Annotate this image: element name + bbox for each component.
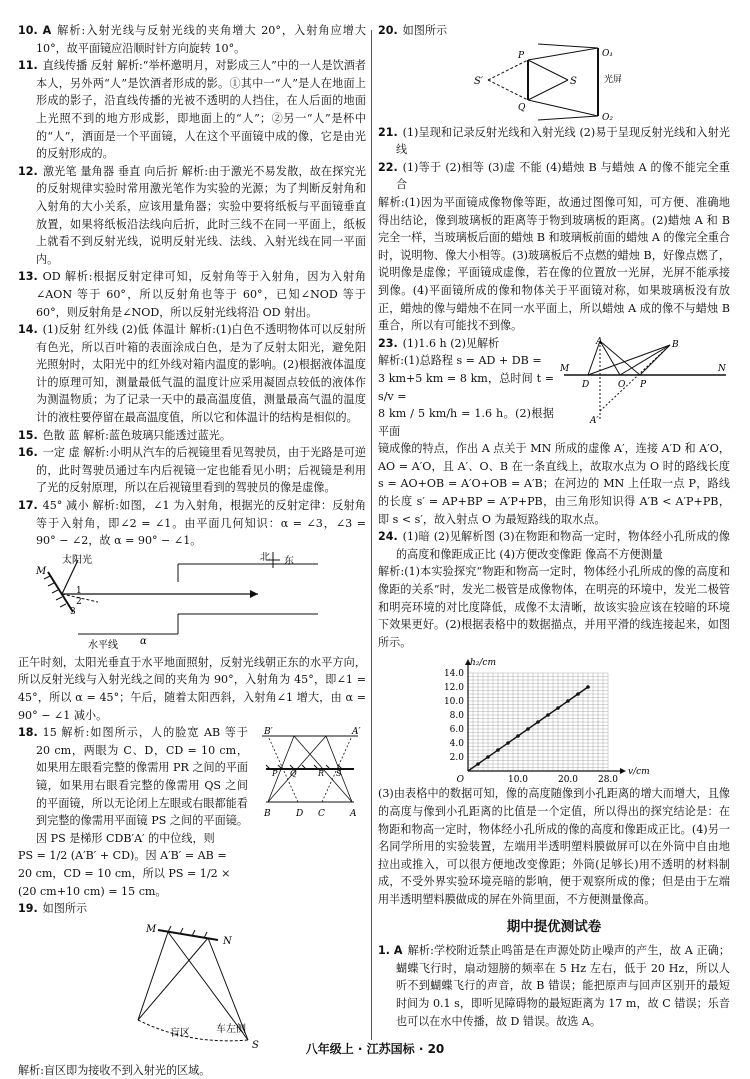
y-tick-label: 6.0 bbox=[449, 725, 464, 736]
page-footer: 八年级上 · 江苏国标 · 20 bbox=[305, 1042, 445, 1056]
data-point bbox=[556, 707, 560, 711]
q24-text: (1)暗 (2)见解析图 (3)在物距和物高一定时，物体经小孔所成的像的高度和像距成正比 (4)方便改变像距 像高不方便测量 bbox=[396, 530, 730, 561]
q18-equation-1: PS = 1/2 (A′B′ + CD)。因 A′B′ = AB = bbox=[18, 849, 227, 863]
q14-number: 14. bbox=[18, 323, 38, 337]
q11-text: 直线传播 反射 解析:“举杯邀明月，对影成三人”中的一人是饮酒者本人，另外两“人”是饮酒者形成的影。①其中一“人”是人在地面上形成的影子，沿直线传播的光被不透明的人挡住，在人后面的地面上光照不到的地方形成影，即地面上的“人”；②另一“人”是杯中的“人”，酒面是一个平面镜，人在这个平面镜中成的像，它是由光的反射形成的。 bbox=[36, 59, 366, 161]
y-tick-label: 4.0 bbox=[449, 739, 464, 750]
data-point bbox=[506, 742, 510, 746]
q13-number: 13. bbox=[18, 270, 38, 284]
q17-continued: 正午时刻，太阳光垂直于水平地面照射，反射光线朝正东的水平方向，所以反射光线与入射光线之间的夹角为 90°，入射角为 45°，即∠1 = 45°，所以 α = 45°；午后，随着太阳西斜，入射角∠1 增大，由 α = 90° − ∠1 减小。 bbox=[18, 655, 366, 722]
fig17-horizon-label: 水平线 bbox=[88, 639, 118, 651]
q17-text: 45° 减小 解析:如图，∠1 为入射角，根据光的反射定律：反射角等于入射角，即∠2 = ∠1。由平面几何知识：α = ∠3，∠3 = 90° − ∠2，故 α = 90° − ∠1。 bbox=[36, 499, 366, 548]
y-tick-label: 12.0 bbox=[443, 683, 464, 694]
q12-text: 激光笔 量角器 垂直 向后折 解析:由于激光不易发散，故在探究光的反射规律实验时常用激光笔作为实验的光源；为了判断反射角和入射角的大小关系，应该用量角器；实验中要将纸板与平面镜垂直放置，如果将纸板沿法线向后折，此时三线不在同一平面上，纸板上就看不到反射光线，说明反射光线、法线、入射光线在同一平面内。 bbox=[36, 164, 366, 266]
answer-q24 bbox=[378, 528, 730, 563]
fig19-n-label: N bbox=[223, 935, 232, 947]
answer-q14 bbox=[18, 321, 366, 427]
q18-equation-3: (20 cm+10 cm) = 15 cm。 bbox=[18, 884, 167, 898]
fig23-aprime-label: A′ bbox=[590, 415, 599, 425]
q19-number: 19. bbox=[18, 902, 38, 916]
exam-section-title: 期中提优测试卷 bbox=[506, 918, 602, 935]
q18-number: 18. bbox=[18, 726, 38, 740]
svg-text:B: B bbox=[264, 809, 271, 820]
q16-number: 16. bbox=[18, 446, 38, 460]
fig20-p-label: P bbox=[518, 50, 525, 61]
answer-q20 bbox=[378, 22, 730, 40]
fig20-screen-label: 光屏 bbox=[604, 74, 623, 85]
q23-line-1: 解析:(1)总路程 s = AD + DB = bbox=[378, 354, 542, 368]
fig20-s-label: S bbox=[570, 75, 577, 87]
q13-text: OD 解析:根据反射定律可知，反射角等于入射角，因为入射角∠AON 等于 60°，所以反射角也等于 60°，已知∠NOD 等于 60°，则反射角是∠NOD，所以反射光线将沿 OD 射出。 bbox=[36, 270, 366, 319]
figure-q20-screen bbox=[378, 42, 718, 122]
q11-number: 11. bbox=[18, 59, 38, 73]
q21-number: 21. bbox=[378, 125, 398, 139]
figure-q17-sunlight-mirror bbox=[18, 552, 348, 652]
svg-text:S: S bbox=[336, 769, 342, 779]
data-point bbox=[566, 700, 570, 704]
q22-number: 22. bbox=[378, 160, 398, 174]
fig23-a-label: A bbox=[596, 336, 603, 347]
figure-q19-blind-zone bbox=[18, 920, 348, 1060]
svg-text:R: R bbox=[318, 769, 325, 779]
data-point bbox=[486, 756, 490, 760]
q17-number: 17. bbox=[18, 499, 38, 513]
q20-number: 20. bbox=[378, 24, 398, 37]
chart-image-height-vs-distance bbox=[378, 653, 730, 783]
fig17-north-label: 北 bbox=[260, 551, 270, 563]
q24-number: 24. bbox=[378, 530, 398, 544]
data-point bbox=[526, 728, 530, 732]
left-column bbox=[18, 22, 366, 1079]
q14-text: (1)反射 红外线 (2)低 体温计 解析:(1)白色不透明物体可以反射所有色光，所以百叶箱的表面涂成白色，是为了反射太阳光，避免阳光照射时，太阳光中的红外线对箱内温度的影响。(2)根据液体温度计的原理可知，测量最低气温的温度计应采用凝固点较低的液体作为测温物质；为了记录一天中的最高温度值，测量最高气温的温度计的液柱要停留在最高温度值，所以它和体温计的结构是相似的。 bbox=[36, 323, 366, 425]
fig20-o1-label: O₁ bbox=[602, 48, 613, 59]
data-point bbox=[576, 693, 580, 697]
q21-text: (1)呈现和记录反射光线和入射光线 (2)易于呈现反射光线和入射光线 bbox=[396, 125, 730, 157]
answer-q10 bbox=[18, 22, 366, 57]
svg-text:B′: B′ bbox=[264, 727, 273, 738]
y-tick-label: 2.0 bbox=[449, 753, 464, 764]
fig20-o2-label: O₂ bbox=[602, 112, 613, 122]
x-tick-label: 28.0 bbox=[597, 775, 619, 784]
fig19-m-label: M bbox=[146, 923, 157, 935]
fig19-car-label: 车左侧 bbox=[216, 1023, 246, 1035]
data-point bbox=[476, 763, 480, 767]
answer-q15 bbox=[18, 427, 366, 445]
q23-text: (1)1.6 h (2)见解析 bbox=[402, 336, 500, 350]
x-tick-label: 20.0 bbox=[557, 775, 579, 784]
q18-text: 15 解析:如图所示，人的脸宽 AB 等于 20 cm，两眼为 C、D，CD = 10 cm，如果用左眼看完整的像需用 PR 之间的平面镜，如果用右眼看完整的像需用 QS 之间的平面镜，所以无论闭上左眼或右眼都能看到完整的像需用平面镜 PS 之间的平面镜。因 PS 是梯形 CDB′A′ 的中位线，则 bbox=[36, 726, 248, 845]
fig20-q-label: Q bbox=[518, 102, 526, 113]
answer-e1 bbox=[378, 942, 730, 1030]
x-axis-arrow bbox=[620, 768, 626, 774]
q19-text: 如图所示 bbox=[42, 902, 88, 916]
fig17-east-label: 东 bbox=[284, 555, 294, 567]
x-axis-label: v/cm bbox=[628, 767, 650, 778]
q10-number: 10. A bbox=[18, 24, 52, 37]
q19-note: 解析:盲区即为接收不到入射光的区域。 bbox=[18, 1063, 211, 1077]
answer-q16 bbox=[18, 444, 366, 497]
svg-text:Q: Q bbox=[290, 769, 297, 779]
q18-equation-2: 20 cm，CD = 10 cm，所以 PS = 1/2 × bbox=[18, 866, 231, 880]
fig17-angle-1: 1 bbox=[76, 585, 82, 596]
q23-line-4: 镜成像的特点，作出 A 点关于 MN 所成的虚像 A′，连接 A′D 和 A′O，AO = A′O，且 A′、O、B 在一条直线上，故取水点为 O 时的路线长度 s = AO+OB = A′O+OB = A′B；在河边的 MN 上任取一点 P，路线的长度 s′ = AP+BP = A′P+PB，由三角形知识得 A′B < A′P+PB，即 s < s′，故入射点 O 为最短路线的取水点。 bbox=[378, 442, 730, 526]
y-tick-label: 8.0 bbox=[449, 711, 464, 722]
data-point bbox=[546, 714, 550, 718]
fig23-o-label: O bbox=[618, 379, 626, 390]
q12-number: 12. bbox=[18, 164, 38, 178]
x-tick-label: 10.0 bbox=[507, 775, 529, 784]
svg-text:C: C bbox=[318, 809, 325, 820]
q15-number: 15. bbox=[18, 428, 38, 442]
y-tick-label: 10.0 bbox=[443, 697, 464, 708]
e1-number: 1. A bbox=[378, 944, 403, 958]
data-point bbox=[536, 721, 540, 725]
fig23-b-label: B bbox=[672, 339, 679, 350]
origin-label: O bbox=[456, 775, 464, 784]
q24-continued: (3)由表格中的数据可知，像的高度随像到小孔距离的增大而增大，且像的高度与像到小孔距离的比值是一个定值，所以得出的探究结论是：在物距和物高一定时，物体经小孔所成的像的高度和像距成正比。(4)另一名同学所用的实验装置，左端用半透明塑料膜做屏可以在外筒中自由地拉出或推入，可以很方便地改变像距；外筒(足够长)用不透明的材料制成，不受外界实验环境亮暗的影响，便于观察所成的像；但是由于左端用半透明塑料膜做成的屏在外筒里面，不方便测量像高。 bbox=[378, 787, 730, 906]
answer-q19 bbox=[18, 900, 366, 918]
q20-text: 如图所示 bbox=[402, 24, 448, 37]
fig17-sun-label: 太阳光 bbox=[62, 554, 92, 566]
right-column bbox=[378, 22, 730, 1030]
answer-q11 bbox=[18, 57, 366, 163]
q23-number: 23. bbox=[378, 336, 398, 350]
fig17-alpha: α bbox=[140, 635, 147, 647]
fig17-m-label: M bbox=[36, 565, 47, 577]
answer-q13 bbox=[18, 268, 366, 321]
data-point bbox=[516, 735, 520, 739]
svg-text:P: P bbox=[272, 769, 278, 779]
q22-explanation: 解析:(1)因为平面镜成像物像等距，故通过图像可知，可方便、准确地得出结论，像到玻璃板的距离等于物到玻璃板的距离。(2)蜡烛 A 和 B 完全一样，当玻璃板后面的蜡烛 B 和玻璃板前面的蜡烛 A 的像完全重合时，说明物、像大小相等。(3)玻璃板后不点燃的蜡烛 B，好像点燃了，说明像是虚像；平面镜成虚像，若在像的位置放一光屏，光屏不能承接到像。(4)平面镜所成的像和物体关于平面镜对称，如果玻璃板没有放正，蜡烛的像与蜡烛不在同一水平面上，所以蜡烛 A 成的像不与蜡烛 B 重合，所以有可能找不到像。 bbox=[378, 195, 730, 333]
q24-explanation: 解析:(1)本实验探究“物距和物高一定时，物体经小孔所成的像的高度和像距的关系”时，发光二极管是成像物体，在明亮的环境中，发光二极管和明亮环境的对比度降低，成像不太清晰，故该实验应该在较暗的环境下效果更好。(2)根据表格中的数据描点，并用平滑的线连接起来，如图所示。 bbox=[378, 565, 730, 649]
q22-text: (1)等于 (2)相等 (3)虚 不能 (4)蜡烛 B 与蜡烛 A 的像不能完全重合 bbox=[396, 160, 730, 192]
q23-line-2: 3 km+5 km = 8 km，总时间 t = s/v = bbox=[378, 371, 554, 403]
fig19-s-label: S bbox=[252, 1039, 259, 1051]
q23-line-3: 8 km / 5 km/h = 1.6 h。(2)根据平面 bbox=[378, 407, 554, 438]
svg-text:A: A bbox=[350, 809, 357, 820]
fig19-blind-label: 盲区 bbox=[170, 1027, 190, 1039]
data-point bbox=[496, 749, 500, 753]
answer-q12 bbox=[18, 163, 366, 269]
q10-text: 解析:入射光线与反射光线的夹角增大 20°，入射角应增大 10°，故平面镜应沿顺时针方向旋转 10°。 bbox=[36, 24, 366, 55]
svg-text:D: D bbox=[296, 809, 304, 820]
fig20-sprime-label: S′ bbox=[474, 75, 484, 87]
answer-q21 bbox=[378, 124, 730, 159]
answer-q22 bbox=[378, 159, 730, 194]
fig23-p-label: P bbox=[640, 379, 647, 390]
svg-text:A′: A′ bbox=[352, 727, 361, 738]
figure-q23-river bbox=[560, 335, 730, 425]
e1-text: 解析:学校附近禁止鸣笛是在声源处防止噪声的产生，故 A 正确；蝴蝶飞行时，扇动翅膀的频率在 5 Hz 左右，低于 20 Hz，所以人听不到蝴蝶飞行的声音，故 B 错误；能把原声与回声区别开的最短时间为 0.1 s，即听见障碍物的最短距离为 17 m，故 C 错误；乐音也可以在水中传播，故 D 错误。故选 A。 bbox=[396, 944, 730, 1028]
y-tick-label: 14.0 bbox=[443, 669, 464, 680]
figure-q18-face-mirror bbox=[254, 724, 366, 824]
column-divider bbox=[371, 30, 372, 1040]
fig23-d-label: D bbox=[582, 379, 590, 390]
answer-q17 bbox=[18, 497, 366, 550]
q16-text: 一定 虚 解析:小明从汽车的后视镜里看见驾驶员，由于光路是可逆的，此时驾驶员通过车内后视镜一定也能看见小明；后视镜是利用了光的反射原理，所以在后视镜里看到的驾驶员的像是虚像。 bbox=[36, 446, 366, 495]
q15-text: 色散 蓝 解析:蓝色玻璃只能透过蓝光。 bbox=[42, 428, 231, 442]
fig17-angle-2: 2 bbox=[76, 596, 82, 607]
fig23-m-label: M bbox=[560, 363, 570, 374]
data-point bbox=[586, 686, 590, 690]
fig23-n-label: N bbox=[718, 363, 726, 374]
y-axis-label: h₂/cm bbox=[470, 658, 497, 669]
answer-q18 bbox=[18, 724, 366, 847]
fig17-angle-3: 3 bbox=[70, 606, 76, 617]
